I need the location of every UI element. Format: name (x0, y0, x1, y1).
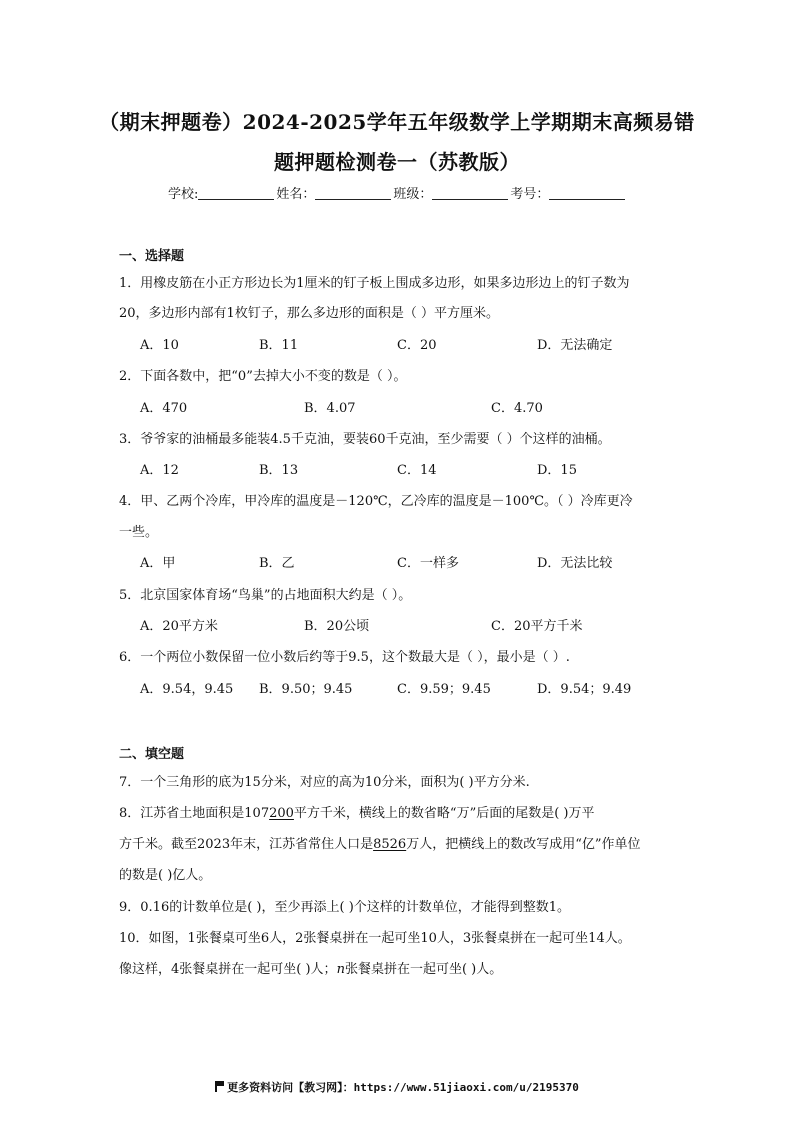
page-title-line2: 题押题检测卷一（苏教版） (274, 150, 520, 174)
q3-option-b[interactable]: B．13 (259, 463, 299, 478)
q4-option-a[interactable]: A．甲 (140, 556, 176, 571)
class-label: 班级： (393, 187, 433, 202)
question-10-line1: 10．如图，1张餐桌可坐6人，2张餐桌拼在一起可坐10人，3张餐桌拼在一起可坐14人。 (119, 931, 631, 946)
q4-option-c[interactable]: C．一样多 (397, 556, 459, 571)
q4-option-b[interactable]: B．乙 (259, 556, 295, 571)
question-10-line2 (119, 958, 502, 977)
q1-option-b[interactable]: B．11 (259, 338, 299, 353)
footer (0, 1079, 794, 1095)
q6-option-c[interactable]: C．9.59；9.45 (397, 682, 491, 697)
question-3: 3．爷爷家的油桶最多能装4.5千克油，要装60千克油，至少需要（ ）个这样的油桶。 (119, 432, 611, 447)
page-title-line1: （期末押题卷）2024-2025学年五年级数学上学期期末高频易错 (99, 110, 695, 134)
flag-icon (215, 1081, 224, 1092)
q8-line2-text-c: 万人，把横线上的数改写成用“亿”作单位 (406, 837, 641, 852)
q6-option-b[interactable]: B．9.50；9.45 (259, 682, 353, 697)
section-title-choice: 一、选择题 (119, 249, 185, 264)
q5-option-a[interactable]: A．20平方米 (140, 619, 218, 634)
question-1-line1: 1．用橡皮筋在小正方形边长为1厘米的钉子板上围成多边形，如果多边形边上的钉子数为 (119, 276, 630, 291)
question-4-line2: 一些。 (119, 525, 159, 540)
q3-option-d[interactable]: D．15 (537, 463, 577, 478)
question-4-line1: 4．甲、乙两个冷库，甲冷库的温度是－120℃，乙冷库的温度是－100℃。（ ）冷库更冷 (119, 494, 633, 509)
q6-option-d[interactable]: D．9.54；9.49 (537, 682, 632, 697)
q5-option-c[interactable]: C．20平方千米 (491, 619, 583, 634)
q8-text-c: 平方千米，横线上的数省略“万”后面的尾数是( )万平 (293, 806, 595, 821)
q10-variable-n: n (336, 962, 345, 977)
q1-option-c[interactable]: C．20 (397, 338, 437, 353)
q8-underlined-digits: 200 (269, 806, 294, 821)
question-7: 7．一个三角形的底为15分米，对应的高为10分米，面积为( )平方分米. (119, 775, 530, 790)
q3-option-a[interactable]: A．12 (140, 463, 179, 478)
q10-line2-text-b: 张餐桌拼在一起可坐( )人。 (344, 962, 503, 977)
question-8-line1 (119, 802, 595, 821)
section-title-fill-in: 二、填空题 (119, 747, 185, 762)
question-8-line2 (119, 833, 640, 852)
q8-line2-text-a: 方千米。截至2023年末，江苏省常住人口是 (119, 837, 374, 852)
question-1-line2: 20，多边形内部有1枚钉子，那么多边形的面积是（ ）平方厘米。 (119, 306, 499, 321)
q3-option-c[interactable]: C．14 (397, 463, 437, 478)
name-label: 姓名： (276, 187, 316, 202)
name-blank[interactable] (315, 186, 391, 200)
q6-option-a[interactable]: A．9.54，9.45 (140, 682, 234, 697)
school-blank[interactable] (198, 186, 274, 200)
exam-number-label: 考号： (510, 187, 550, 202)
question-5: 5．北京国家体育场“鸟巢”的占地面积大约是（ ）。 (119, 588, 412, 603)
q2-option-c[interactable]: C．4.70 (491, 401, 543, 416)
q1-option-a[interactable]: A．10 (140, 338, 179, 353)
question-2: 2．下面各数中，把“0”去掉大小不变的数是（ ）。 (119, 369, 407, 384)
question-8-line3: 的数是( )亿人。 (119, 868, 212, 883)
q2-option-b[interactable]: B．4.07 (304, 401, 356, 416)
exam-number-blank[interactable] (549, 186, 625, 200)
question-6: 6．一个两位小数保留一位小数后约等于9.5，这个数最大是（ ），最小是（ ）. (119, 650, 570, 665)
q5-option-b[interactable]: B．20公顷 (304, 619, 370, 634)
footer-link[interactable]: 更多资料访问【教习网】：https://www.51jiaoxi.com/u/2195370 (227, 1081, 579, 1094)
q8-text-a: 8．江苏省土地面积是107 (119, 806, 270, 821)
q10-line2-text-a: 像这样，4张餐桌拼在一起可坐( )人； (119, 962, 337, 977)
q4-option-d[interactable]: D．无法比较 (537, 556, 613, 571)
question-9: 9．0.16的计数单位是( )，至少再添上( )个这样的计数单位，才能得到整数1。 (119, 900, 571, 915)
q1-option-d[interactable]: D．无法确定 (537, 338, 613, 353)
q8-underlined-population: 8526 (373, 837, 407, 852)
class-blank[interactable] (432, 186, 508, 200)
q2-option-a[interactable]: A．470 (140, 401, 188, 416)
student-info-row (168, 183, 627, 202)
school-label: 学校: (168, 187, 199, 202)
